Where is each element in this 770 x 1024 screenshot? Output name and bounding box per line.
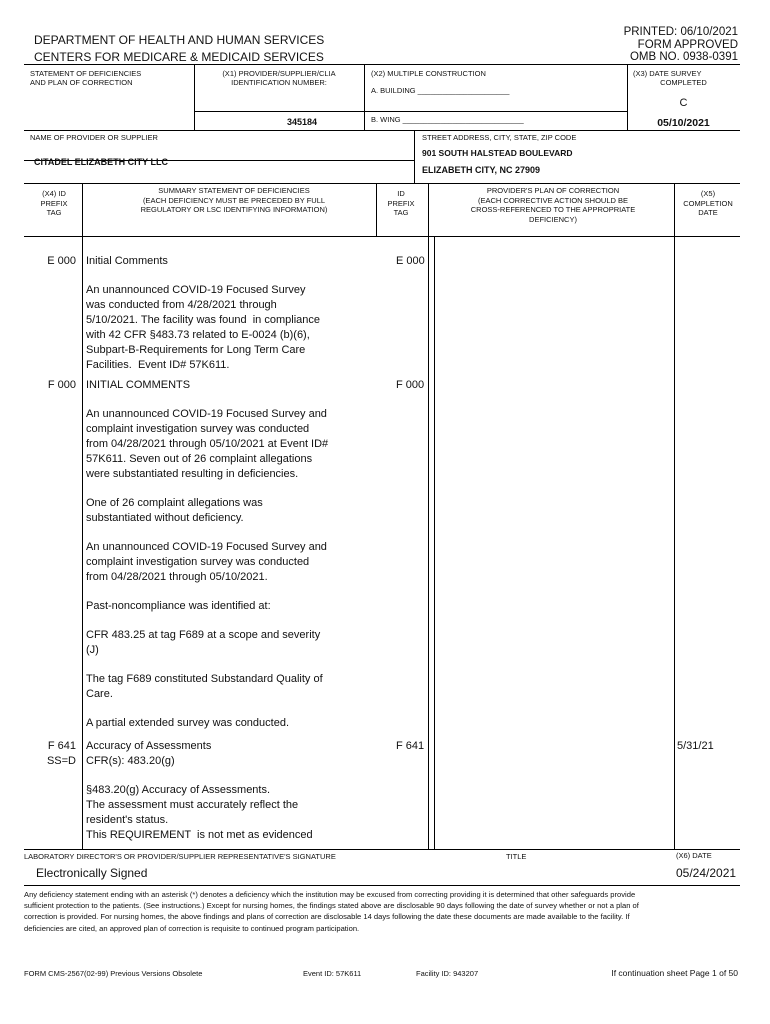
divider <box>24 130 740 131</box>
divider <box>24 64 740 65</box>
column-header-line: PROVIDER'S PLAN OF CORRECTION <box>486 186 620 195</box>
title-label: TITLE <box>506 852 527 861</box>
prefix-tag: F 000 <box>47 379 76 391</box>
column-header-line: TAG <box>393 208 409 217</box>
id-prefix-tag: E 000 <box>396 255 425 267</box>
id-header <box>376 189 426 218</box>
printed-date: PRINTED: 06/10/2021 <box>623 26 738 38</box>
prefix-tag: F 641 <box>47 740 76 752</box>
divider <box>364 64 365 130</box>
x1-label: (X1) PROVIDER/SUPPLIER/CLIA <box>222 69 336 78</box>
x4-header <box>24 189 84 218</box>
divider <box>24 849 740 850</box>
provider-id-value: 345184 <box>287 117 318 127</box>
department-title: DEPARTMENT OF HEALTH AND HUMAN SERVICES <box>34 33 325 47</box>
street-address: 901 SOUTH HALSTEAD BOULEVARD <box>422 148 573 158</box>
deficiency-paragraph: One of 26 complaint allegations was substantiated without deficiency. <box>86 497 263 524</box>
divider <box>364 111 627 112</box>
column-header-line: CROSS-REFERENCED TO THE APPROPRIATE <box>470 205 636 214</box>
deficiency-paragraph: An unannounced COVID-19 Focused Survey and complaint investigation survey was conducted from 04/28/2021 through 05/10/2021. <box>86 541 327 583</box>
scope-severity-tag: SS=D <box>46 755 76 767</box>
x3-label: (X3) DATE SURVEY <box>633 69 702 78</box>
divider <box>434 236 435 849</box>
divider <box>376 183 377 236</box>
id-prefix-tag: F 000 <box>396 379 425 391</box>
column-header-line: PREFIX <box>387 198 415 208</box>
omb-number: OMB NO. 0938-0391 <box>629 51 738 63</box>
deficiency-paragraph: The tag F689 constituted Substandard Quality of Care. <box>86 673 323 700</box>
deficiency-paragraph: An unannounced COVID-19 Focused Survey and complaint investigation survey was conducted from 04/28/2021 through 05/10/2021 at Event ID# 57K611. Seven out of 26 complaint allegations were substantiated resulting in deficiencies. <box>86 408 329 480</box>
column-header-line: DEFICIENCY) <box>529 214 577 224</box>
agency-title: CENTERS FOR MEDICARE & MEDICAID SERVICES <box>34 50 324 64</box>
divider <box>414 130 415 183</box>
column-header-line: DATE <box>698 208 718 217</box>
deficiency-heading: Accuracy of Assessments CFR(s): 483.20(g) <box>86 740 212 767</box>
divider <box>24 183 740 184</box>
deficiency-heading: INITIAL COMMENTS <box>86 379 191 391</box>
column-header-line: (EACH CORRECTIVE ACTION SHOULD BE <box>477 195 629 205</box>
deficiency-heading: Initial Comments <box>86 255 168 267</box>
deficiency-paragraph: A partial extended survey was conducted. <box>86 717 290 729</box>
form-approved: FORM APPROVED <box>637 39 738 51</box>
building-field: A. BUILDING ______________________ <box>371 86 510 95</box>
divider <box>428 183 429 849</box>
signature-date: 05/24/2021 <box>676 866 737 880</box>
divider <box>194 111 364 112</box>
column-header-line: PREFIX <box>40 198 68 208</box>
provider-name-label: NAME OF PROVIDER OR SUPPLIER <box>30 133 158 142</box>
x1-label-2: IDENTIFICATION NUMBER: <box>231 78 327 87</box>
survey-code: C <box>679 97 688 109</box>
survey-date: 05/10/2021 <box>657 117 710 129</box>
event-id: Event ID: 57K611 <box>303 969 362 978</box>
page-indicator: If continuation sheet Page 1 of 50 <box>611 968 738 978</box>
column-header-line: TAG <box>46 208 62 217</box>
x2-label: (X2) MULTIPLE CONSTRUCTION <box>371 69 486 78</box>
signature-label: LABORATORY DIRECTOR'S OR PROVIDER/SUPPLIER REPRESENTATIVE'S SIGNATURE <box>24 852 336 861</box>
divider <box>674 183 675 849</box>
x5-header <box>678 189 738 218</box>
completion-date: 5/31/21 <box>677 740 714 752</box>
summary-header <box>86 186 382 215</box>
deficiency-paragraph: Past-noncompliance was identified at: <box>86 600 271 612</box>
provider-name: CITADEL ELIZABETH CITY LLC <box>34 157 168 167</box>
id-prefix-tag: F 641 <box>396 740 425 752</box>
city-state-zip: ELIZABETH CITY, NC 27909 <box>422 165 541 175</box>
wing-field: B. WING _____________________________ <box>371 115 524 124</box>
deficiency-paragraph: An unannounced COVID-19 Focused Survey was conducted from 4/28/2021 through 5/10/2021. The facility was found in compliance with 42 CFR §483.73 related to E-0024 (b)(6), Subpart-B-Requirements for Long Term Care Facilities. Event ID# 57K611. <box>86 284 320 371</box>
prefix-tag: E 000 <box>47 255 76 267</box>
divider <box>24 885 740 886</box>
disclaimer-text: Any deficiency statement ending with an asterisk (*) denotes a deficiency which the institution may be excused from correcting providing it is determined that other safeguards provide sufficient protection to the patients. (See instructions.) Except for nursing homes, the findings stated above are disclosable 90 days following the date of survey whether or not a plan of correction is provided. For nursing homes, the above findings and plans of correction are disclosable 14 days following the date these documents are made available to the facility. If deficiencies are cited, an approved plan of correction is requisite to continued program participation. <box>24 890 639 933</box>
deficiency-paragraph: CFR 483.25 at tag F689 at a scope and severity (J) <box>86 629 321 656</box>
column-header-line: (X5) <box>700 189 716 198</box>
facility-id: Facility ID: 943207 <box>416 969 479 978</box>
statement-label: STATEMENT OF DEFICIENCIES <box>30 69 142 78</box>
column-header-line: REGULATORY OR LSC IDENTIFYING INFORMATION) <box>140 205 328 214</box>
form-number: FORM CMS-2567(02-99) Previous Versions Obsolete <box>24 969 203 978</box>
deficiency-paragraph: §483.20(g) Accuracy of Assessments. The assessment must accurately reflect the resident's status. This REQUIREMENT is not met as evidenced <box>86 784 313 841</box>
column-header-line: SUMMARY STATEMENT OF DEFICIENCIES <box>158 186 310 195</box>
statement-label-2: AND PLAN OF CORRECTION <box>30 78 133 87</box>
column-header-line: (X4) ID <box>42 189 66 198</box>
signature-value: Electronically Signed <box>36 866 148 880</box>
column-header-line: (EACH DEFICIENCY MUST BE PRECEDED BY FULL <box>142 195 326 205</box>
column-header-line: COMPLETION <box>683 198 733 208</box>
address-label: STREET ADDRESS, CITY, STATE, ZIP CODE <box>422 133 577 142</box>
date-label: (X6) DATE <box>676 851 712 860</box>
divider <box>82 183 83 849</box>
divider <box>24 236 740 237</box>
plan-header <box>430 186 676 224</box>
column-header-line: ID <box>397 189 405 198</box>
x3-label-2: COMPLETED <box>660 78 707 87</box>
